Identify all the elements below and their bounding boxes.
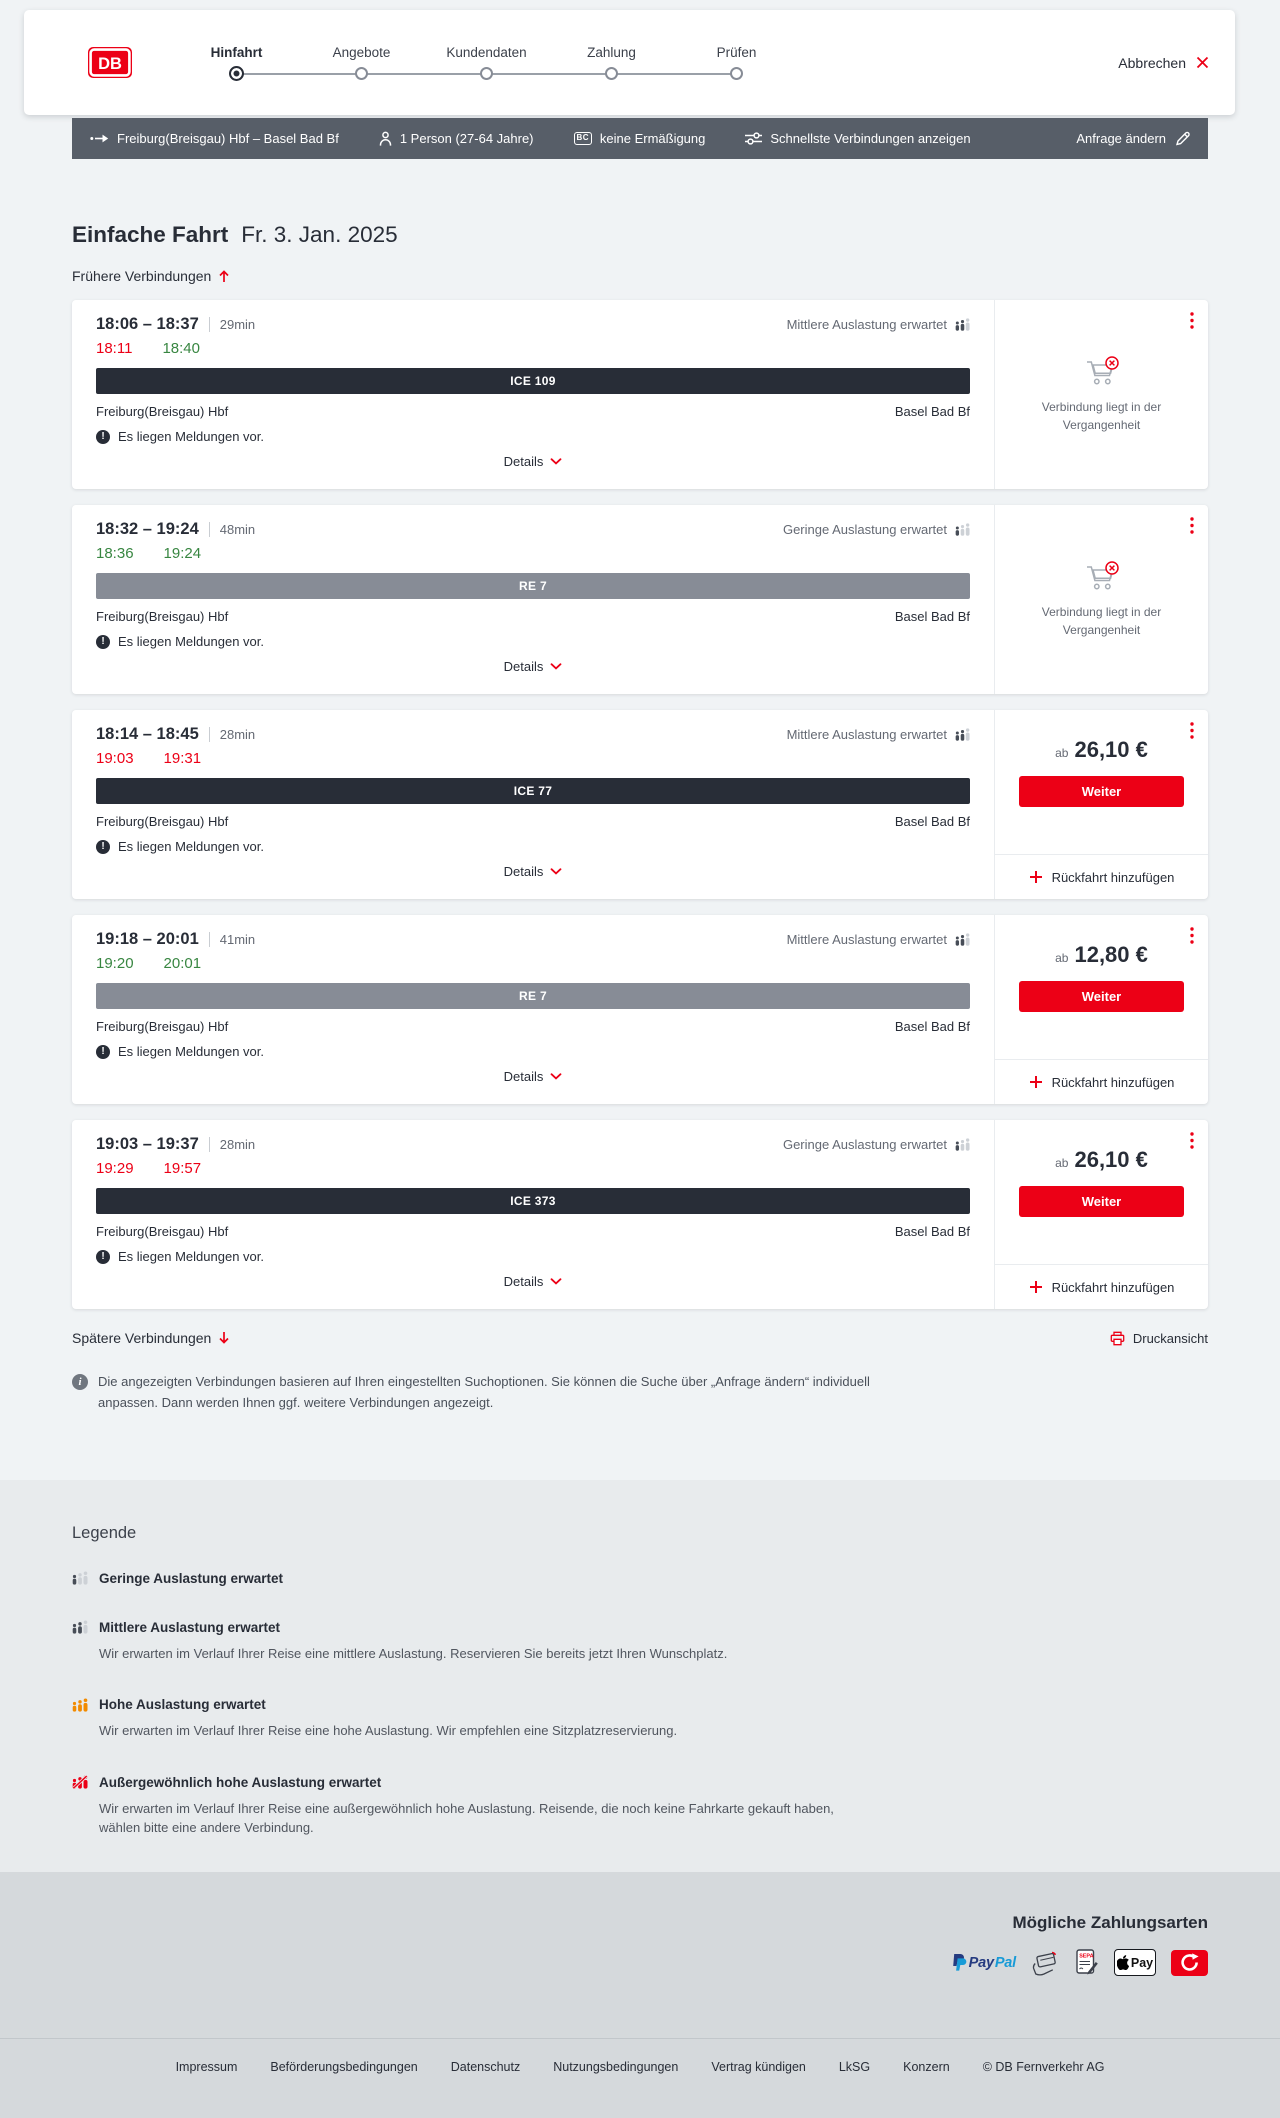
station-row	[96, 404, 970, 419]
context-menu-button[interactable]	[1187, 309, 1197, 332]
step-dot	[730, 67, 743, 80]
route-arrow-icon	[90, 133, 109, 144]
kebab-menu-icon	[1190, 1132, 1194, 1149]
sliders-icon	[745, 132, 762, 145]
price-line	[1055, 942, 1148, 968]
earlier-connections-link[interactable]: Frühere Verbindungen	[72, 268, 230, 284]
origin-station: Freiburg(Breisgau) Hbf	[96, 814, 229, 829]
connection-card-2	[72, 505, 1208, 694]
weiter-button[interactable]: Weiter	[1019, 1186, 1184, 1217]
arrow-up-icon	[218, 269, 230, 283]
occupancy-medium-icon	[72, 1620, 88, 1634]
kebab-menu-icon	[1190, 927, 1194, 944]
divider	[209, 727, 210, 742]
step-angebote	[299, 45, 424, 81]
connection-times: 19:03 – 19:37 28min	[96, 1135, 256, 1153]
realtime-departure: 19:03	[96, 750, 134, 767]
details-button[interactable]: Details	[504, 1069, 563, 1084]
price-value: 26,10 €	[1074, 737, 1148, 762]
past-connection-note: Verbindung liegt in der Vergangenheit	[995, 505, 1208, 694]
realtime-times	[96, 545, 970, 562]
connection-card-4	[72, 915, 1208, 1104]
alert-icon: !	[96, 430, 110, 444]
applepay-icon: Pay	[1114, 1949, 1156, 1976]
passenger-summary: 1 Person (27-64 Jahre)	[379, 131, 534, 146]
step-label: Prüfen	[716, 44, 757, 60]
realtime-times	[96, 750, 970, 767]
realtime-departure: 18:36	[96, 545, 134, 562]
occupancy-icon	[955, 1138, 970, 1151]
chevron-down-icon	[550, 663, 562, 670]
footer-link-nutzungsbedingungen[interactable]: Nutzungsbedingungen	[553, 2059, 679, 2074]
step-label: Zahlung	[587, 44, 636, 60]
results-section	[72, 222, 1208, 1480]
step-label: Hinfahrt	[210, 44, 263, 60]
cancel-button[interactable]	[1118, 55, 1209, 71]
step-dot	[355, 67, 368, 80]
weiter-button[interactable]: Weiter	[1019, 776, 1184, 807]
realtime-times	[96, 340, 970, 357]
occupancy-indicator: Mittlere Auslastung erwartet	[787, 317, 970, 332]
realtime-departure: 19:20	[96, 955, 134, 972]
connection-details	[72, 710, 994, 899]
payment-title: Mögliche Zahlungsarten	[1012, 1912, 1208, 1932]
origin-station: Freiburg(Breisgau) Hbf	[96, 1224, 229, 1239]
occupancy-indicator: Mittlere Auslastung erwartet	[787, 727, 970, 742]
close-icon	[1196, 56, 1209, 69]
trip-type: Einfache Fahrt	[72, 222, 229, 247]
footer-links-bar	[0, 2038, 1280, 2118]
duration: 41min	[219, 932, 256, 947]
booking-panel	[994, 505, 1208, 694]
step-hinfahrt	[174, 45, 299, 81]
occupancy-indicator: Geringe Auslastung erwartet	[783, 1137, 970, 1152]
price-line	[1055, 1147, 1148, 1173]
realtime-arrival: 18:40	[162, 340, 200, 357]
alert-icon: !	[96, 1250, 110, 1264]
info-icon: i	[72, 1374, 88, 1390]
legend-item-extrem: Außergewöhnlich hohe Auslastung erwartet Wir erwarten im Verlauf Ihrer Reise eine außergewöhnlich hohe Auslastung. Reisende, die noch keine Fahrkarte gekauft haben, wählen bitte eine andere Verbindung.	[72, 1775, 1208, 1838]
divider	[209, 1137, 210, 1152]
step-dot	[605, 67, 618, 80]
fastest-connections-toggle[interactable]: Schnellste Verbindungen anzeigen	[745, 131, 970, 146]
step-dot-active	[229, 66, 244, 81]
pencil-icon	[1175, 131, 1190, 146]
occupancy-indicator: Geringe Auslastung erwartet	[783, 522, 970, 537]
message-note: ! Es liegen Meldungen vor.	[96, 429, 970, 444]
destination-station: Basel Bad Bf	[894, 1224, 970, 1239]
kebab-menu-icon	[1190, 312, 1194, 329]
duration: 29min	[219, 317, 256, 332]
bahncard-icon: BC	[574, 132, 592, 145]
add-return-button[interactable]: Rückfahrt hinzufügen	[995, 1059, 1208, 1104]
price-prefix: ab	[1055, 746, 1069, 760]
station-row	[96, 609, 970, 624]
info-note: i Die angezeigten Verbindungen basieren auf Ihren eingestellten Suchoptionen. Sie können die Suche über „Anfrage ändern“ individuell anpassen. Dann werden Ihnen ggf. weitere Verbindungen angezeigt.	[72, 1372, 1208, 1480]
footer-link-befoerderungsbedingungen[interactable]: Beförderungsbedingungen	[270, 2059, 418, 2074]
origin-station: Freiburg(Breisgau) Hbf	[96, 609, 229, 624]
footer-link-datenschutz[interactable]: Datenschutz	[450, 2059, 521, 2074]
db-logo-icon	[88, 47, 132, 78]
train-label: ICE 109	[96, 368, 970, 394]
context-menu-button[interactable]	[1187, 924, 1197, 947]
printer-icon	[1110, 1331, 1125, 1346]
price-area	[995, 1120, 1208, 1264]
step-kundendaten	[424, 45, 549, 81]
alert-icon: !	[96, 840, 110, 854]
details-button[interactable]: Details	[504, 659, 563, 674]
chevron-down-icon	[550, 868, 562, 875]
connection-details	[72, 915, 994, 1104]
message-note: ! Es liegen Meldungen vor.	[96, 1249, 970, 1264]
step-label: Angebote	[332, 44, 391, 60]
alert-icon: !	[96, 1045, 110, 1059]
booking-panel	[994, 300, 1208, 489]
price-area	[995, 915, 1208, 1059]
print-view-button[interactable]: Druckansicht	[1110, 1331, 1208, 1346]
legend-item-hoch: Hohe Auslastung erwartet Wir erwarten im Verlauf Ihrer Reise eine hohe Auslastung. Wir empfehlen eine Sitzplatzreservierung.	[72, 1697, 1208, 1741]
legend-section	[0, 1480, 1280, 1872]
train-label: ICE 373	[96, 1188, 970, 1214]
duration: 28min	[219, 1137, 256, 1152]
realtime-departure: 18:11	[96, 340, 133, 357]
price-prefix: ab	[1055, 1156, 1069, 1170]
cart-unavailable-icon	[1083, 560, 1121, 593]
giftcard-icon	[1171, 1950, 1208, 1976]
details-button[interactable]: Details	[504, 1274, 563, 1289]
legend-item-gering: Geringe Auslastung erwartet	[72, 1571, 1208, 1586]
connection-times: 18:32 – 19:24 48min	[96, 520, 256, 538]
destination-station: Basel Bad Bf	[894, 1019, 970, 1034]
plus-icon	[1029, 1075, 1043, 1089]
message-note: ! Es liegen Meldungen vor.	[96, 1044, 970, 1059]
footer-link-vertrag-kuendigen[interactable]: Vertrag kündigen	[711, 2059, 806, 2074]
alert-icon: !	[96, 635, 110, 649]
booking-panel	[994, 1120, 1208, 1309]
connection-details	[72, 300, 994, 489]
connection-details	[72, 1120, 994, 1309]
price-line	[1055, 737, 1148, 763]
realtime-times	[96, 955, 970, 972]
price-value: 12,80 €	[1074, 942, 1148, 967]
paypal-icon: Pay Pal	[952, 1953, 1016, 1972]
connection-list	[72, 300, 1208, 1309]
cart-unavailable-icon	[1083, 355, 1121, 388]
destination-station: Basel Bad Bf	[894, 404, 970, 419]
station-row	[96, 1019, 970, 1034]
connection-details	[72, 505, 994, 694]
origin-station: Freiburg(Breisgau) Hbf	[96, 1019, 229, 1034]
message-note: ! Es liegen Meldungen vor.	[96, 839, 970, 854]
message-note: ! Es liegen Meldungen vor.	[96, 634, 970, 649]
origin-station: Freiburg(Breisgau) Hbf	[96, 404, 229, 419]
occupancy-exceptional-icon	[72, 1775, 88, 1789]
search-summary-bar	[72, 118, 1208, 159]
station-row	[96, 814, 970, 829]
sepa-mandate-icon	[1076, 1949, 1099, 1976]
context-menu-button[interactable]	[1187, 514, 1197, 537]
connection-times: 19:18 – 20:01 41min	[96, 930, 256, 948]
destination-station: Basel Bad Bf	[894, 814, 970, 829]
route-summary: Freiburg(Breisgau) Hbf – Basel Bad Bf	[90, 131, 339, 146]
realtime-arrival: 19:24	[163, 545, 202, 562]
train-label: ICE 77	[96, 778, 970, 804]
page-title	[72, 222, 1208, 248]
occupancy-indicator: Mittlere Auslastung erwartet	[787, 932, 970, 947]
price-prefix: ab	[1055, 951, 1069, 965]
duration: 48min	[219, 522, 256, 537]
train-label: RE 7	[96, 983, 970, 1009]
step-zahlung	[549, 45, 674, 81]
duration: 28min	[219, 727, 256, 742]
footer-section	[0, 1872, 1280, 2118]
divider	[209, 522, 210, 537]
add-return-button[interactable]: Rückfahrt hinzufügen	[995, 1264, 1208, 1309]
divider	[209, 932, 210, 947]
connection-times: 18:06 – 18:37 29min	[96, 315, 256, 333]
connection-times: 18:14 – 18:45 28min	[96, 725, 256, 743]
occupancy-icon	[955, 523, 970, 536]
svg-text:DB: DB	[98, 55, 122, 73]
change-request-button[interactable]: Anfrage ändern	[1076, 131, 1190, 146]
legend-title: Legende	[72, 1523, 137, 1542]
plus-icon	[1029, 870, 1043, 884]
details-button[interactable]: Details	[504, 864, 563, 879]
chevron-down-icon	[550, 1278, 562, 1285]
footer-link-impressum[interactable]: Impressum	[175, 2059, 238, 2074]
occupancy-high-icon	[72, 1698, 88, 1712]
connection-card-5	[72, 1120, 1208, 1309]
kebab-menu-icon	[1190, 722, 1194, 739]
weiter-button[interactable]: Weiter	[1019, 981, 1184, 1012]
context-menu-button[interactable]	[1187, 1129, 1197, 1152]
occupancy-icon	[955, 728, 970, 741]
progress-stepper	[174, 45, 799, 81]
footer-links	[0, 2039, 1280, 2118]
person-icon	[379, 131, 392, 146]
arrow-down-icon	[218, 1331, 230, 1345]
occupancy-low-icon	[72, 1571, 88, 1585]
divider	[209, 317, 210, 332]
plus-icon	[1029, 1280, 1043, 1294]
step-label: Kundendaten	[446, 44, 527, 60]
context-menu-button[interactable]	[1187, 719, 1197, 742]
creditcard-icon	[1031, 1950, 1061, 1976]
occupancy-icon	[955, 933, 970, 946]
past-connection-note: Verbindung liegt in der Vergangenheit	[995, 300, 1208, 489]
realtime-arrival: 20:01	[163, 955, 202, 972]
booking-panel	[994, 915, 1208, 1104]
booking-panel	[994, 710, 1208, 899]
kebab-menu-icon	[1190, 517, 1194, 534]
footer-copyright: © DB Fernverkehr AG	[982, 2059, 1105, 2074]
trip-date: Fr. 3. Jan. 2025	[241, 222, 398, 247]
footer-link-konzern[interactable]: Konzern	[903, 2059, 950, 2074]
realtime-arrival: 19:31	[163, 750, 202, 767]
footer-link-lksg[interactable]: LkSG	[838, 2059, 871, 2074]
occupancy-icon	[955, 318, 970, 331]
price-area	[995, 710, 1208, 854]
connection-card-3	[72, 710, 1208, 899]
details-button[interactable]: Details	[504, 454, 563, 469]
realtime-arrival: 19:57	[163, 1160, 202, 1177]
train-label: RE 7	[96, 573, 970, 599]
connection-card-1	[72, 300, 1208, 489]
payment-methods	[72, 1949, 1208, 1977]
station-row	[96, 1224, 970, 1239]
destination-station: Basel Bad Bf	[894, 609, 970, 624]
realtime-departure: 19:29	[96, 1160, 134, 1177]
later-connections-link[interactable]: Spätere Verbindungen	[72, 1330, 230, 1346]
chevron-down-icon	[550, 458, 562, 465]
chevron-down-icon	[550, 1073, 562, 1080]
realtime-times	[96, 1160, 970, 1177]
discount-summary: BC keine Ermäßigung	[574, 131, 706, 146]
step-dot	[480, 67, 493, 80]
svg-text:SEPA: SEPA	[1079, 1953, 1094, 1960]
add-return-button[interactable]: Rückfahrt hinzufügen	[995, 854, 1208, 899]
price-value: 26,10 €	[1074, 1147, 1148, 1172]
step-pruefen	[674, 45, 799, 81]
cancel-label: Abbrechen	[1118, 54, 1186, 71]
app-header	[24, 10, 1235, 115]
legend-item-mittel: Mittlere Auslastung erwartet Wir erwarten im Verlauf Ihrer Reise eine mittlere Auslastung. Reservieren Sie bereits jetzt Ihren Wunschplatz.	[72, 1620, 1208, 1664]
